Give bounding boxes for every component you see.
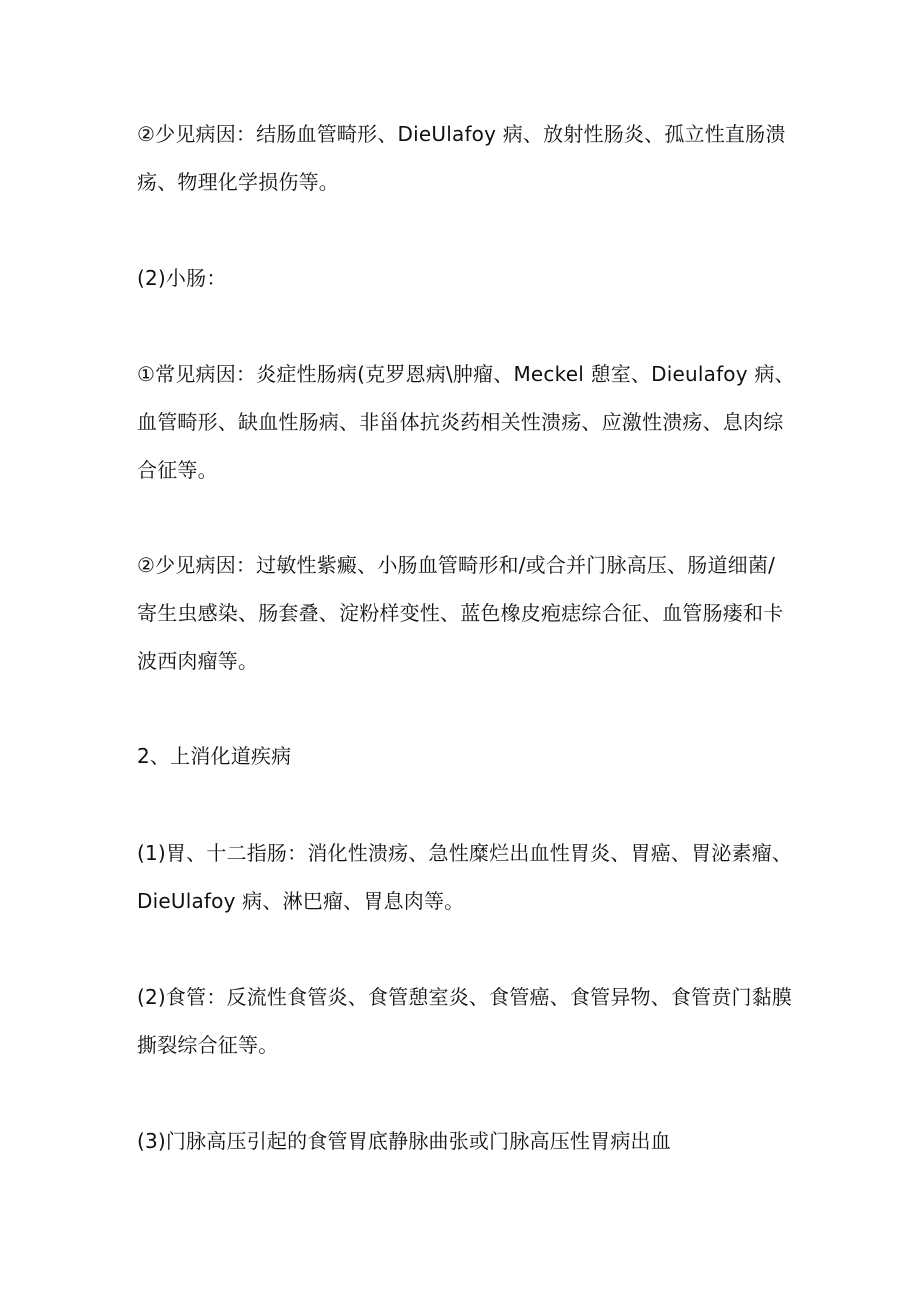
text-line: 寄生虫感染、肠套叠、淀粉样变性、蓝色橡皮疱痣综合征、血管肠瘘和卡: [137, 601, 784, 625]
text-line: DieUlafoy 病、淋巴瘤、胃息肉等。: [137, 889, 465, 913]
text-line: (1)胃、十二指肠：消化性溃疡、急性糜烂出血性胃炎、胃癌、胃泌素瘤、: [137, 841, 793, 865]
text-line: ①常见病因：炎症性肠病(克罗恩病\肿瘤、Meckel 憩室、Dieulafoy 病、: [137, 362, 795, 386]
text-line: 疡、物理化学损伤等。: [137, 170, 339, 194]
text-line: 撕裂综合征等。: [137, 1033, 279, 1057]
paragraph-small-intestine-common-causes: [137, 350, 797, 494]
paragraph-esophagus: [137, 973, 797, 1069]
paragraph-stomach-duodenum: [137, 829, 797, 925]
text-line: 合征等。: [137, 458, 218, 482]
text-line: ②少见病因：结肠血管畸形、DieUlafoy 病、放射性肠炎、孤立性直肠溃: [137, 122, 786, 146]
text-line: 血管畸形、缺血性肠病、非甾体抗炎药相关性溃疡、应激性溃疡、息肉综: [137, 410, 784, 434]
text-line: (2)小肠：: [137, 266, 227, 290]
paragraph-portal-hypertension: [137, 1117, 797, 1165]
text-line: (2)食管：反流性食管炎、食管憩室炎、食管癌、食管异物、食管贲门黏膜: [137, 985, 793, 1009]
text-line: (3)门脉高压引起的食管胃底静脉曲张或门脉高压性胃病出血: [137, 1129, 671, 1153]
text-line: ②少见病因：过敏性紫癜、小肠血管畸形和/或合并门脉高压、肠道细菌/: [137, 553, 776, 577]
paragraph-small-intestine-rare-causes: [137, 541, 797, 685]
paragraph-colon-rare-causes: [137, 110, 797, 206]
text-line: 2、上消化道疾病: [137, 744, 292, 768]
text-line: 波西肉瘤等。: [137, 649, 259, 673]
heading-upper-gi-disease: [137, 732, 797, 780]
heading-small-intestine: [137, 254, 797, 302]
